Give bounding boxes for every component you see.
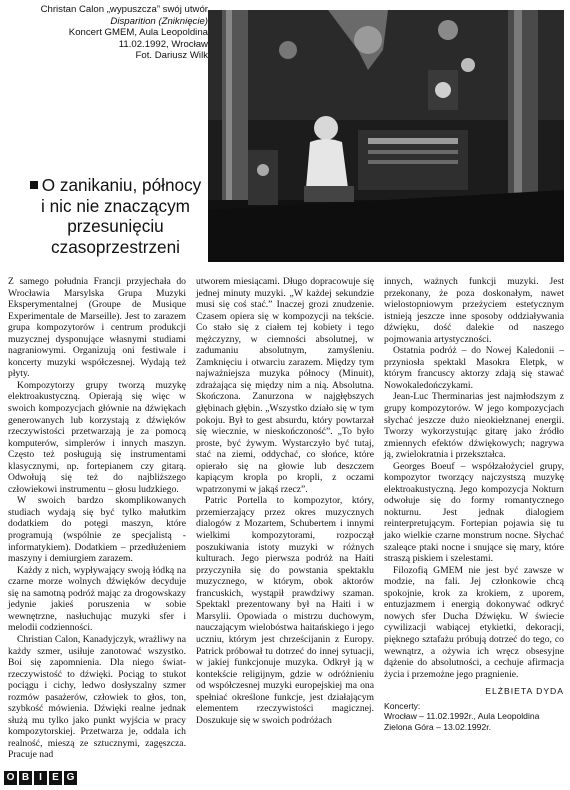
bullet-icon — [30, 181, 38, 189]
article-column-2 — [196, 276, 374, 726]
headline-line: czasoprzestrzeni — [51, 236, 180, 257]
paragraph: Ostatnia podróż – do Nowej Kaledonii – przyniosła spektakl Masokra Eletpk, w którym francuscy aktorzy zdają się stawać Nowokaledończykami. — [384, 345, 564, 391]
photo-caption — [8, 4, 208, 62]
concert-photo — [208, 10, 564, 262]
headline-line: i nic nie znaczącym — [40, 195, 190, 216]
logo-letter: B — [19, 771, 32, 785]
logo-letter: O — [4, 771, 17, 785]
article-column-1 — [8, 276, 186, 761]
paragraph: Jean-Luc Therminarias jest najmłodszym z grupy kompozytorów. W jego kompozycjach słychać jeszcze dużo nieokiełznanej energii. Tworzy wykorzystując gitarę jako źródło zmiennych efektów dźwiękowych; nagrywa ją, zwielokratnia i przekształca. — [384, 391, 564, 461]
headline-line: przesunięciu — [67, 216, 164, 236]
article-headline — [28, 175, 203, 257]
paragraph: W swoich bardzo skomplikowanych studiach wydają się być tylko małutkim dodatkiem do potęgi maszyn, które programują (wspólnie ze specjalistą -informatykiem). Dodatkiem – przedłużeniem maszyny i demiurgiem zarazem. — [8, 495, 186, 565]
paragraph: utworem miesiącami. Długo dopracowuje się jednej minuty muzyki. „W każdej sekundzie musi się coś stać.” Inaczej grozi znudzenie. Czasem opiera się w kompozycji na tekście. Co stało się z ciałem tej kobiety i tego mężczyzny, w ciemności absolutnej, w zadumaniu absolutnym, zamyśleniu. Zamknięciu i otwarciu zarazem. Między tym najważniejsza muzyka północy (Minuit), zdrażająca się między nim a nią. Absolutna. Skończona. Zanurzona w najgłębszych głębinach głębin. „Wszystko działo się w tym pokoju. Był to gest absurdu, który powtarzał się wiecznie, w nieskończoność”. „To było proste, być żywym. Wystarczyło być tutaj, stać na ziemi, oddychać, co słońce, które opierało się na głowie lub deszczem kapiącym kropla po kropli, z oczami wpatrzonymi w jakąś rzecz”. — [196, 276, 374, 495]
headline-line: O zanikaniu, północy — [41, 175, 202, 195]
caption-line: 11.02.1992, Wrocław — [118, 38, 208, 50]
paragraph: Patric Portella to kompozytor, który, przemierzający przez okres muzycznych dialogów z Mozartem, Schubertem i innymi wielkimi kompozytorami, rozpoczął poszukiwania istoty muzyki w różnych kulturach. Jego pierwsza podróż na Haiti przyczyniła się do powstania spektaklu muzycznego, w którym, obok aktorów francuskich, wystąpił prawdziwy szaman. Spektakl prezentowany był na Haiti i w Marsylii. Opowiada o mistrzu duchowym, nauczającym wielobóstwa haitańskiego i jego uczniu, którym jest chrześcijanin z Europy. Patrick próbował tu dotrzeć do innej sytuacji, w jakiej funkcjonuje muzyka. Odkrył ją w kontekście religijnym, gdzie w odróżnieniu od współczesnej muzyki europejskiej ma ona spełniać określone funkcje, jest działającym elementem rzeczywistości magicznej. Doszukuje się w swoich podróżach — [196, 495, 374, 726]
caption-title: Disparition (Zniknięcie) — [110, 15, 208, 27]
concerts-info — [384, 701, 564, 733]
concert-line: Wrocław – 11.02.1992r., Aula Leopoldina — [384, 711, 540, 722]
caption-credit: Fot. Dariusz Wilk — [135, 50, 208, 62]
concerts-title: Koncerty: — [384, 700, 421, 711]
concert-photo-image — [208, 10, 564, 262]
concert-line: Zielona Góra – 13.02.1992r. — [384, 721, 492, 732]
logo-letter: G — [64, 771, 77, 785]
paragraph: Kompozytorzy grupy tworzą muzykę elektroakustyczną. Opierają się więc w swoich kompozycjach głównie na dźwiękach generowanych lub korzystają z dźwięków rzeczywistości przetwarzają je za pomocą komputerów, simplerów i innych maszyn. Często też posługują się instrumentami klasycznymi, np. fortepianem czy gitarą. Odwołują się też do najbliższego człowiekowi instrumentu – głosu ludzkiego. — [8, 379, 186, 495]
paragraph: Filozofią GMEM nie jest być zawsze w modzie, na fali. Jej członkowie chcą spokojnie, krok za krokiem, z uporem, entuzjazmem i energią dokonywać odkryć nowych sfer Ducha Dźwięku. W świecie cywilizacji wabiącej etykietki, dekoracji, pięknego sztafażu próbują dotrzeć do tego, co wewnątrz, a ożywia ich wręcz obsesyjne dążenie do absolutności, a cechuje afirmacja życia i przemożne jego pragnienie. — [384, 564, 564, 680]
paragraph: Christian Calon, Kanadyjczyk, wrażliwy na każdy szmer, usiłuje zanotować wszystko. Boi się zapomnienia. Dla niego świat-rzeczywistość to dźwięki. Pociąg to stukot pociągu i cichy, ledwo dosłyszalny szmer rozmów pasażerów, człowiek to głos, ton, szybkość mówienia. Dźwięki realne jednak służą mu tylko jako punkt wyjścia w pracy kompozytorskiej. Przetwarza je, oddala ich realność, mieszą ze sztucznymi, zagęszcza. Pracuje nad — [8, 633, 186, 761]
article-column-3 — [384, 276, 564, 732]
logo-letter: I — [34, 771, 47, 785]
article-author: ELŻBIETA DYDA — [485, 686, 564, 697]
caption-line: Christan Calon „wypuszcza” swój utwór — [40, 4, 208, 15]
paragraph: Z samego południa Francji przyjechała do Wrocławia Marsylska Grupa Muzyki Eksperymentalnej (Groupe de Musique Experimentale de Marseille). Jest to zarazem grupa kompozytorów i centrum produkcji muzycznej dysponujące własnymi studiami nagraniowymi. Organizują oni festiwale i koncerty muzyki współczesnej. Wydają też płyty. — [8, 276, 186, 380]
paragraph: Każdy z nich, wypływający swoją łódką na czarne morze wolnych dźwięków decyduje się na samotną podróż mając za drogowskazy jedynie jakieś poruszenia w sobie wewnętrzne, nasłuchując muzyki sfer i melodii codzienności. — [8, 564, 186, 634]
paragraph: innych, ważnych funkcji muzyki. Jest przekonany, że poza doskonałym, nawet wielostopniowym przeżyciem estetycznym istnieją jeszcze inne sposoby oddziaływania dźwięku, dość dalekie od naszego pojmowania artystyczności. — [384, 276, 564, 345]
paragraph: Georges Boeuf – współzałożyciel grupy, kompozytor tworzący najczystszą muzykę elektroakustyczną. Jego kompozycja Nokturn odwołuje się do formy romantycznego nokturnu. Jest jednak dialogiem reinterpretującym. Fortepian pojawia się tu jako wielkie czarne monstrum nocne. Słychać szaleące ptaki nocne i snujące się mary, które straszą piskiem i szelestami. — [384, 460, 564, 565]
logo-letter: E — [49, 771, 62, 785]
caption-line: Koncert GMEM, Aula Leopoldina — [68, 27, 208, 39]
publication-logo — [4, 771, 77, 785]
